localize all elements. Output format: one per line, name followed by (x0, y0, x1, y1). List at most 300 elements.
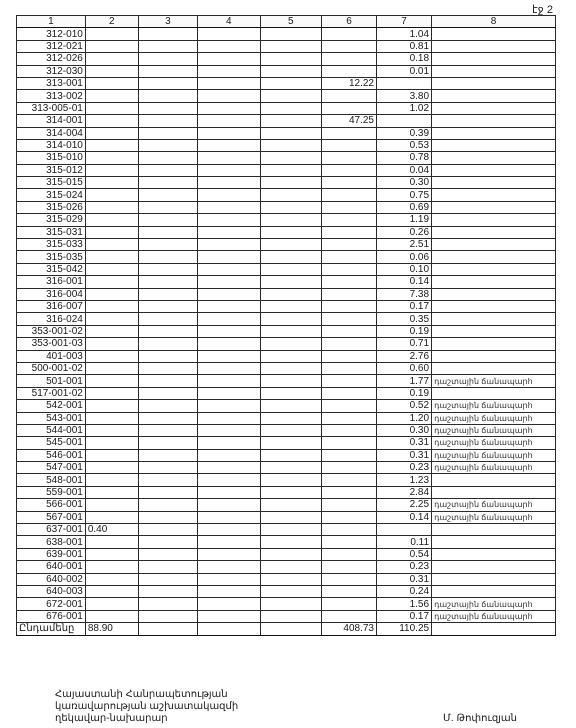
table-cell-col-8 (432, 325, 556, 337)
table-cell-col-5 (260, 387, 321, 399)
table-cell-col-8 (432, 300, 556, 312)
table-cell-col-5 (260, 300, 321, 312)
table-cell-col-4 (198, 28, 260, 40)
table-cell-col-1: 313-001 (17, 77, 86, 89)
table-row (17, 548, 556, 560)
table-cell-col-1: 312-026 (17, 53, 86, 65)
table-cell-col-5 (260, 40, 321, 52)
table-row (17, 115, 556, 127)
table-cell-col-7: 0.30 (377, 177, 432, 189)
table-cell-col-2 (85, 263, 138, 275)
table-cell-col-6 (321, 313, 376, 325)
table-cell-col-6 (321, 499, 376, 511)
table-cell-col-7 (377, 524, 432, 536)
table-cell-col-3 (138, 276, 197, 288)
table-cell-col-4 (198, 65, 260, 77)
table-cell-col-1: 314-001 (17, 115, 86, 127)
table-row (17, 90, 556, 102)
table-row (17, 164, 556, 176)
table-cell-col-1: 401-003 (17, 350, 86, 362)
table-cell-col-2 (85, 486, 138, 498)
table-cell-col-2 (85, 189, 138, 201)
table-row (17, 276, 556, 288)
table-cell-col-8: դաշտային ճանապարհ (432, 462, 556, 474)
table-cell-col-7: 0.10 (377, 263, 432, 275)
table-cell-col-7: 0.75 (377, 189, 432, 201)
table-cell-col-4 (198, 511, 260, 523)
table-cell-col-1: 315-012 (17, 164, 86, 176)
table-cell-col-1: 316-024 (17, 313, 86, 325)
table-cell-col-3 (138, 65, 197, 77)
table-cell-col-6 (321, 28, 376, 40)
table-row (17, 239, 556, 251)
table-row (17, 189, 556, 201)
table-cell-col-5 (260, 239, 321, 251)
table-cell-col-3 (138, 288, 197, 300)
table-row (17, 102, 556, 114)
table-cell-col-6 (321, 424, 376, 436)
table-row (17, 177, 556, 189)
table-cell-col-5 (260, 102, 321, 114)
table-cell-col-3 (138, 263, 197, 275)
total-cell-col-7: 110.25 (377, 623, 432, 635)
table-cell-col-2 (85, 462, 138, 474)
table-cell-col-7: 1.56 (377, 598, 432, 610)
table-cell-col-8 (432, 350, 556, 362)
table-cell-col-5 (260, 115, 321, 127)
table-cell-col-2 (85, 474, 138, 486)
table-row (17, 536, 556, 548)
table-cell-col-3 (138, 53, 197, 65)
table-cell-col-3 (138, 387, 197, 399)
table-cell-col-6 (321, 251, 376, 263)
table-cell-col-4 (198, 53, 260, 65)
table-cell-col-5 (260, 412, 321, 424)
table-cell-col-8: դաշտային ճանապարհ (432, 449, 556, 461)
table-cell-col-4 (198, 77, 260, 89)
table-cell-col-8: դաշտային ճանապարհ (432, 375, 556, 387)
table-cell-col-8 (432, 474, 556, 486)
table-cell-col-3 (138, 350, 197, 362)
table-cell-col-5 (260, 598, 321, 610)
table-cell-col-7: 0.31 (377, 449, 432, 461)
table-cell-col-6 (321, 300, 376, 312)
column-header-8: 8 (432, 16, 556, 28)
table-cell-col-1: 315-035 (17, 251, 86, 263)
table-row (17, 561, 556, 573)
table-cell-col-4 (198, 548, 260, 560)
table-cell-col-7: 0.78 (377, 152, 432, 164)
table-cell-col-1: 501-001 (17, 375, 86, 387)
table-cell-col-4 (198, 400, 260, 412)
table-cell-col-5 (260, 251, 321, 263)
table-cell-col-5 (260, 375, 321, 387)
table-cell-col-6 (321, 585, 376, 597)
table-cell-col-3 (138, 573, 197, 585)
table-row (17, 288, 556, 300)
table-cell-col-7: 2.84 (377, 486, 432, 498)
table-cell-col-3 (138, 177, 197, 189)
table-cell-col-4 (198, 610, 260, 622)
table-cell-col-2 (85, 300, 138, 312)
table-cell-col-5 (260, 585, 321, 597)
table-cell-col-3 (138, 90, 197, 102)
table-cell-col-3 (138, 362, 197, 374)
signature-title-line-1: Հայաստանի Հանրապետության (55, 689, 228, 700)
table-cell-col-7: 2.76 (377, 350, 432, 362)
table-cell-col-5 (260, 164, 321, 176)
table-cell-col-6 (321, 573, 376, 585)
table-cell-col-4 (198, 102, 260, 114)
table-cell-col-7: 0.04 (377, 164, 432, 176)
table-row (17, 474, 556, 486)
table-row (17, 375, 556, 387)
table-cell-col-2 (85, 424, 138, 436)
table-cell-col-7: 0.31 (377, 437, 432, 449)
table-cell-col-4 (198, 387, 260, 399)
table-cell-col-2 (85, 177, 138, 189)
table-cell-col-2 (85, 437, 138, 449)
table-cell-col-8 (432, 28, 556, 40)
table-cell-col-2 (85, 362, 138, 374)
table-cell-col-8 (432, 486, 556, 498)
column-header-6: 6 (321, 16, 376, 28)
table-cell-col-4 (198, 40, 260, 52)
table-cell-col-6 (321, 164, 376, 176)
table-cell-col-1: 313-002 (17, 90, 86, 102)
table-row (17, 226, 556, 238)
table-cell-col-2 (85, 28, 138, 40)
table-cell-col-7: 0.24 (377, 585, 432, 597)
table-cell-col-7: 0.26 (377, 226, 432, 238)
table-cell-col-3 (138, 214, 197, 226)
table-cell-col-2 (85, 164, 138, 176)
table-cell-col-3 (138, 115, 197, 127)
table-row (17, 449, 556, 461)
table-cell-col-1: 676-001 (17, 610, 86, 622)
table-cell-col-2 (85, 375, 138, 387)
table-cell-col-7: 0.11 (377, 536, 432, 548)
table-cell-col-1: 313-005-01 (17, 102, 86, 114)
table-cell-col-8 (432, 585, 556, 597)
table-cell-col-5 (260, 313, 321, 325)
table-cell-col-5 (260, 288, 321, 300)
table-cell-col-3 (138, 313, 197, 325)
table-cell-col-5 (260, 65, 321, 77)
table-row (17, 387, 556, 399)
table-cell-col-8: դաշտային ճանապարհ (432, 424, 556, 436)
table-cell-col-6 (321, 201, 376, 213)
table-cell-col-4 (198, 214, 260, 226)
table-cell-col-2 (85, 40, 138, 52)
table-cell-col-2 (85, 77, 138, 89)
table-cell-col-1: 542-001 (17, 400, 86, 412)
table-cell-col-4 (198, 300, 260, 312)
table-cell-col-8 (432, 139, 556, 151)
table-cell-col-5 (260, 610, 321, 622)
table-cell-col-4 (198, 573, 260, 585)
table-cell-col-5 (260, 28, 321, 40)
table-cell-col-1: 315-026 (17, 201, 86, 213)
table-cell-col-8 (432, 288, 556, 300)
table-cell-col-5 (260, 524, 321, 536)
table-cell-col-1: 315-015 (17, 177, 86, 189)
table-cell-col-2 (85, 152, 138, 164)
table-cell-col-2 (85, 201, 138, 213)
table-cell-col-7: 1.02 (377, 102, 432, 114)
table-cell-col-7: 0.53 (377, 139, 432, 151)
table-cell-col-7: 1.04 (377, 28, 432, 40)
table-cell-col-7: 0.17 (377, 300, 432, 312)
total-cell-col-1: Ընդամենը (17, 623, 86, 635)
table-cell-col-4 (198, 276, 260, 288)
table-cell-col-1: 548-001 (17, 474, 86, 486)
table-row (17, 127, 556, 139)
table-cell-col-6 (321, 474, 376, 486)
table-cell-col-1: 316-001 (17, 276, 86, 288)
table-cell-col-1: 315-031 (17, 226, 86, 238)
table-cell-col-5 (260, 462, 321, 474)
table-row (17, 573, 556, 585)
table-cell-col-3 (138, 412, 197, 424)
table-cell-col-6 (321, 548, 376, 560)
table-cell-col-7: 0.81 (377, 40, 432, 52)
table-cell-col-3 (138, 251, 197, 263)
table-cell-col-3 (138, 338, 197, 350)
table-cell-col-2 (85, 239, 138, 251)
table-cell-col-7: 0.19 (377, 325, 432, 337)
table-cell-col-8 (432, 115, 556, 127)
table-row (17, 350, 556, 362)
table-cell-col-1: 315-033 (17, 239, 86, 251)
table-cell-col-3 (138, 449, 197, 461)
table-cell-col-5 (260, 127, 321, 139)
table-cell-col-3 (138, 610, 197, 622)
table-cell-col-8 (432, 338, 556, 350)
table-cell-col-1: 640-002 (17, 573, 86, 585)
table-cell-col-3 (138, 239, 197, 251)
table-cell-col-4 (198, 325, 260, 337)
table-cell-col-6 (321, 598, 376, 610)
table-cell-col-4 (198, 226, 260, 238)
table-cell-col-6 (321, 53, 376, 65)
table-row (17, 313, 556, 325)
table-cell-col-2 (85, 288, 138, 300)
table-cell-col-6 (321, 226, 376, 238)
table-cell-col-7: 0.23 (377, 462, 432, 474)
table-cell-col-2 (85, 499, 138, 511)
table-cell-col-1: 315-042 (17, 263, 86, 275)
table-cell-col-2 (85, 400, 138, 412)
table-cell-col-5 (260, 53, 321, 65)
table-cell-col-6 (321, 561, 376, 573)
table-cell-col-2 (85, 127, 138, 139)
table-cell-col-2 (85, 325, 138, 337)
table-cell-col-5 (260, 276, 321, 288)
table-cell-col-7: 0.06 (377, 251, 432, 263)
table-cell-col-8 (432, 239, 556, 251)
table-cell-col-5 (260, 449, 321, 461)
table-cell-col-7: 0.01 (377, 65, 432, 77)
table-cell-col-7: 2.25 (377, 499, 432, 511)
table-cell-col-5 (260, 189, 321, 201)
table-row (17, 139, 556, 151)
table-cell-col-4 (198, 115, 260, 127)
table-cell-col-5 (260, 561, 321, 573)
table-cell-col-2 (85, 53, 138, 65)
table-cell-col-2 (85, 536, 138, 548)
table-row (17, 65, 556, 77)
table-cell-col-5 (260, 511, 321, 523)
table-cell-col-6 (321, 288, 376, 300)
table-cell-col-7: 1.77 (377, 375, 432, 387)
table-cell-col-2 (85, 90, 138, 102)
table-cell-col-8 (432, 201, 556, 213)
table-row (17, 214, 556, 226)
table-cell-col-4 (198, 412, 260, 424)
table-cell-col-8 (432, 53, 556, 65)
table-cell-col-6 (321, 610, 376, 622)
table-cell-col-7: 0.60 (377, 362, 432, 374)
table-cell-col-1: 315-010 (17, 152, 86, 164)
table-cell-col-4 (198, 362, 260, 374)
table-cell-col-8 (432, 90, 556, 102)
table-cell-col-1: 312-021 (17, 40, 86, 52)
table-cell-col-7: 7.38 (377, 288, 432, 300)
table-cell-col-3 (138, 437, 197, 449)
table-cell-col-5 (260, 90, 321, 102)
table-row (17, 511, 556, 523)
table-cell-col-6 (321, 524, 376, 536)
table-cell-col-3 (138, 462, 197, 474)
table-row (17, 338, 556, 350)
table-cell-col-5 (260, 362, 321, 374)
table-cell-col-7: 0.69 (377, 201, 432, 213)
table-cell-col-3 (138, 548, 197, 560)
table-cell-col-8 (432, 77, 556, 89)
table-cell-col-3 (138, 164, 197, 176)
table-cell-col-7: 3.80 (377, 90, 432, 102)
table-row (17, 152, 556, 164)
table-cell-col-3 (138, 486, 197, 498)
table-cell-col-6 (321, 239, 376, 251)
table-cell-col-4 (198, 474, 260, 486)
table-cell-col-2 (85, 598, 138, 610)
table-row (17, 524, 556, 536)
table-cell-col-4 (198, 585, 260, 597)
table-cell-col-4 (198, 437, 260, 449)
table-cell-col-5 (260, 437, 321, 449)
table-cell-col-2 (85, 585, 138, 597)
column-header-4: 4 (198, 16, 260, 28)
table-cell-col-7: 1.23 (377, 474, 432, 486)
table-cell-col-2 (85, 610, 138, 622)
table-cell-col-8: դաշտային ճանապարհ (432, 400, 556, 412)
table-cell-col-5 (260, 499, 321, 511)
table-cell-col-5 (260, 338, 321, 350)
table-cell-col-5 (260, 77, 321, 89)
table-cell-col-6 (321, 437, 376, 449)
table-cell-col-1: 314-004 (17, 127, 86, 139)
table-cell-col-1: 640-003 (17, 585, 86, 597)
table-cell-col-2 (85, 139, 138, 151)
table-cell-col-5 (260, 400, 321, 412)
table-cell-col-5 (260, 263, 321, 275)
table-cell-col-3 (138, 189, 197, 201)
table-cell-col-3 (138, 300, 197, 312)
table-cell-col-1: 637-001 (17, 524, 86, 536)
table-row (17, 412, 556, 424)
table-cell-col-6 (321, 536, 376, 548)
table-cell-col-3 (138, 561, 197, 573)
table-cell-col-5 (260, 139, 321, 151)
table-cell-col-6: 12.22 (321, 77, 376, 89)
table-cell-col-5 (260, 486, 321, 498)
table-cell-col-4 (198, 152, 260, 164)
table-cell-col-3 (138, 40, 197, 52)
table-row (17, 263, 556, 275)
table-cell-col-3 (138, 102, 197, 114)
table-cell-col-8 (432, 214, 556, 226)
table-cell-col-4 (198, 350, 260, 362)
table-row (17, 585, 556, 597)
table-cell-col-4 (198, 127, 260, 139)
table-cell-col-7 (377, 77, 432, 89)
table-cell-col-1: 500-001-02 (17, 362, 86, 374)
table-cell-col-1: 567-001 (17, 511, 86, 523)
table-cell-col-8: դաշտային ճանապարհ (432, 437, 556, 449)
table-cell-col-6 (321, 139, 376, 151)
total-cell-col-5 (260, 623, 321, 635)
table-cell-col-8 (432, 189, 556, 201)
table-cell-col-6 (321, 263, 376, 275)
table-cell-col-1: 547-001 (17, 462, 86, 474)
table-row (17, 598, 556, 610)
table-cell-col-2 (85, 115, 138, 127)
table-cell-col-1: 639-001 (17, 548, 86, 560)
table-cell-col-3 (138, 598, 197, 610)
table-row (17, 499, 556, 511)
table-cell-col-4 (198, 90, 260, 102)
table-cell-col-5 (260, 536, 321, 548)
table-cell-col-8 (432, 102, 556, 114)
table-cell-col-3 (138, 152, 197, 164)
column-header-3: 3 (138, 16, 197, 28)
table-cell-col-6 (321, 152, 376, 164)
table-cell-col-1: 545-001 (17, 437, 86, 449)
table-cell-col-5 (260, 152, 321, 164)
table-cell-col-7: 2.51 (377, 239, 432, 251)
table-cell-col-3 (138, 499, 197, 511)
table-cell-col-4 (198, 288, 260, 300)
table-cell-col-2: 0.40 (85, 524, 138, 536)
table-cell-col-3 (138, 226, 197, 238)
table-cell-col-6 (321, 276, 376, 288)
table-cell-col-2 (85, 548, 138, 560)
table-cell-col-6 (321, 90, 376, 102)
table-cell-col-4 (198, 375, 260, 387)
table-cell-col-7: 0.39 (377, 127, 432, 139)
table-row (17, 400, 556, 412)
table-row (17, 486, 556, 498)
table-cell-col-6 (321, 350, 376, 362)
table-cell-col-3 (138, 127, 197, 139)
table-row (17, 610, 556, 622)
table-cell-col-5 (260, 424, 321, 436)
table-cell-col-2 (85, 511, 138, 523)
table-cell-col-7: 1.20 (377, 412, 432, 424)
table-row (17, 28, 556, 40)
